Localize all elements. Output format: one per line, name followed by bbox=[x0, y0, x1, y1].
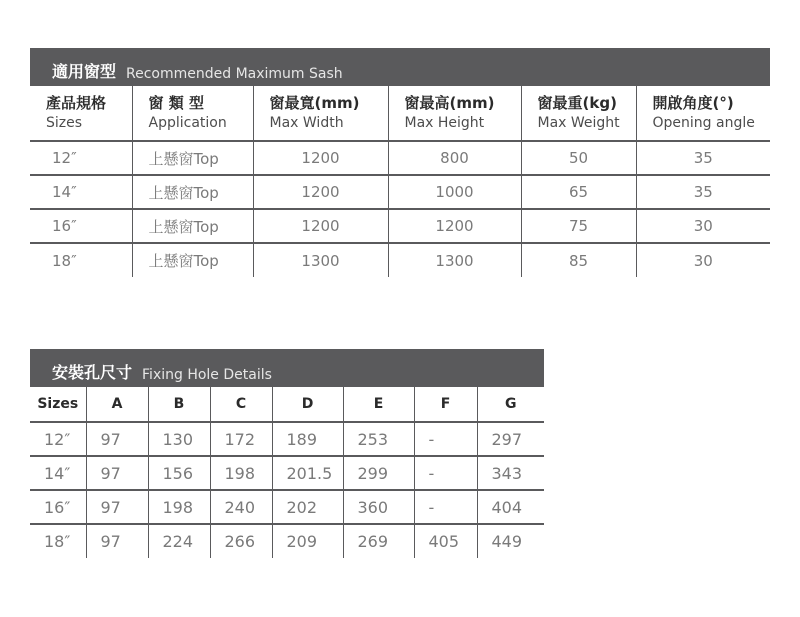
holes-header-g: G bbox=[477, 387, 544, 422]
holes-cell: 97 bbox=[86, 456, 148, 490]
holes-cell: 14″ bbox=[30, 456, 86, 490]
sash-cell-application: 上懸窗Top bbox=[132, 141, 253, 175]
sash-cell-max-weight: 65 bbox=[521, 175, 636, 209]
holes-cell: - bbox=[414, 422, 477, 456]
holes-cell: 189 bbox=[272, 422, 343, 456]
holes-cell: 198 bbox=[210, 456, 272, 490]
sash-header-application: 窗 類 型 Application bbox=[132, 86, 253, 141]
sash-table bbox=[30, 86, 770, 277]
table-row bbox=[30, 175, 770, 209]
fixing-holes-table bbox=[30, 387, 544, 558]
holes-header-sizes: Sizes bbox=[30, 387, 86, 422]
sash-header-max-width: 窗最寬(mm) Max Width bbox=[253, 86, 388, 141]
sash-cell-max-weight: 50 bbox=[521, 141, 636, 175]
sash-section-title-en: Recommended Maximum Sash bbox=[126, 66, 343, 82]
sash-cell-application: 上懸窗Top bbox=[132, 175, 253, 209]
table-row bbox=[30, 141, 770, 175]
holes-header-c: C bbox=[210, 387, 272, 422]
holes-cell: - bbox=[414, 456, 477, 490]
sash-cell-max-height: 1000 bbox=[388, 175, 521, 209]
holes-cell: 97 bbox=[86, 490, 148, 524]
holes-cell: - bbox=[414, 490, 477, 524]
sash-section-title-zh: 適用窗型 bbox=[52, 62, 117, 81]
sash-cell-max-height: 800 bbox=[388, 141, 521, 175]
holes-cell: 297 bbox=[477, 422, 544, 456]
holes-cell: 156 bbox=[148, 456, 210, 490]
holes-header-e: E bbox=[343, 387, 414, 422]
holes-cell: 12″ bbox=[30, 422, 86, 456]
holes-cell: 343 bbox=[477, 456, 544, 490]
holes-cell: 97 bbox=[86, 422, 148, 456]
sash-cell-max-width: 1200 bbox=[253, 141, 388, 175]
sash-cell-application: 上懸窗Top bbox=[132, 243, 253, 277]
sash-cell-max-weight: 75 bbox=[521, 209, 636, 243]
sash-section-title-bar bbox=[30, 48, 770, 86]
sash-cell-size: 18″ bbox=[52, 251, 77, 270]
holes-cell: 269 bbox=[343, 524, 414, 558]
holes-cell: 253 bbox=[343, 422, 414, 456]
table-row bbox=[30, 422, 544, 456]
holes-cell: 97 bbox=[86, 524, 148, 558]
holes-cell: 16″ bbox=[30, 490, 86, 524]
table-row bbox=[30, 209, 770, 243]
table-row bbox=[30, 456, 544, 490]
holes-cell: 209 bbox=[272, 524, 343, 558]
holes-header-a: A bbox=[86, 387, 148, 422]
holes-cell: 18″ bbox=[44, 532, 71, 551]
holes-cell: 299 bbox=[343, 456, 414, 490]
sash-cell-opening-angle: 30 bbox=[636, 243, 770, 277]
sash-cell-opening-angle: 35 bbox=[636, 141, 770, 175]
sash-cell-size: 12″ bbox=[30, 141, 132, 175]
holes-cell: 198 bbox=[148, 490, 210, 524]
sash-cell-opening-angle: 30 bbox=[636, 209, 770, 243]
sash-header-max-weight: 窗最重(kg) Max Weight bbox=[521, 86, 636, 141]
holes-cell: 130 bbox=[148, 422, 210, 456]
sash-cell-max-width: 1200 bbox=[253, 209, 388, 243]
holes-cell: 201.5 bbox=[272, 456, 343, 490]
holes-section-title-bar bbox=[30, 349, 544, 387]
holes-header-b: B bbox=[148, 387, 210, 422]
sash-cell-opening-angle: 35 bbox=[636, 175, 770, 209]
holes-cell: 172 bbox=[210, 422, 272, 456]
sash-cell-max-width: 1300 bbox=[253, 243, 388, 277]
sash-cell-max-height: 1200 bbox=[388, 209, 521, 243]
sash-cell-size: 14″ bbox=[30, 175, 132, 209]
holes-cell: 449 bbox=[477, 524, 544, 558]
holes-cell: 405 bbox=[414, 524, 477, 558]
sash-cell-size: 16″ bbox=[30, 209, 132, 243]
holes-cell: 360 bbox=[343, 490, 414, 524]
sash-cell-max-width: 1200 bbox=[253, 175, 388, 209]
table-row bbox=[30, 524, 544, 558]
holes-cell: 202 bbox=[272, 490, 343, 524]
holes-cell: 224 bbox=[148, 524, 210, 558]
sash-cell-application: 上懸窗Top bbox=[132, 209, 253, 243]
sash-cell-max-weight: 85 bbox=[521, 243, 636, 277]
table-row bbox=[30, 490, 544, 524]
sash-header-opening-angle: 開啟角度(°) Opening angle bbox=[636, 86, 770, 141]
sash-header-sizes: 產品規格 Sizes bbox=[30, 86, 132, 141]
holes-cell: 240 bbox=[210, 490, 272, 524]
holes-cell: 404 bbox=[477, 490, 544, 524]
sash-header-max-height: 窗最高(mm) Max Height bbox=[388, 86, 521, 141]
sash-cell-max-height: 1300 bbox=[388, 243, 521, 277]
holes-section-title-zh: 安裝孔尺寸 bbox=[52, 363, 133, 382]
holes-table-header-row bbox=[30, 387, 544, 422]
sash-table-header-row bbox=[30, 86, 770, 141]
holes-header-d: D bbox=[272, 387, 343, 422]
holes-section-title-en: Fixing Hole Details bbox=[142, 367, 272, 383]
holes-cell: 266 bbox=[210, 524, 272, 558]
holes-header-f: F bbox=[414, 387, 477, 422]
table-row bbox=[30, 243, 770, 277]
